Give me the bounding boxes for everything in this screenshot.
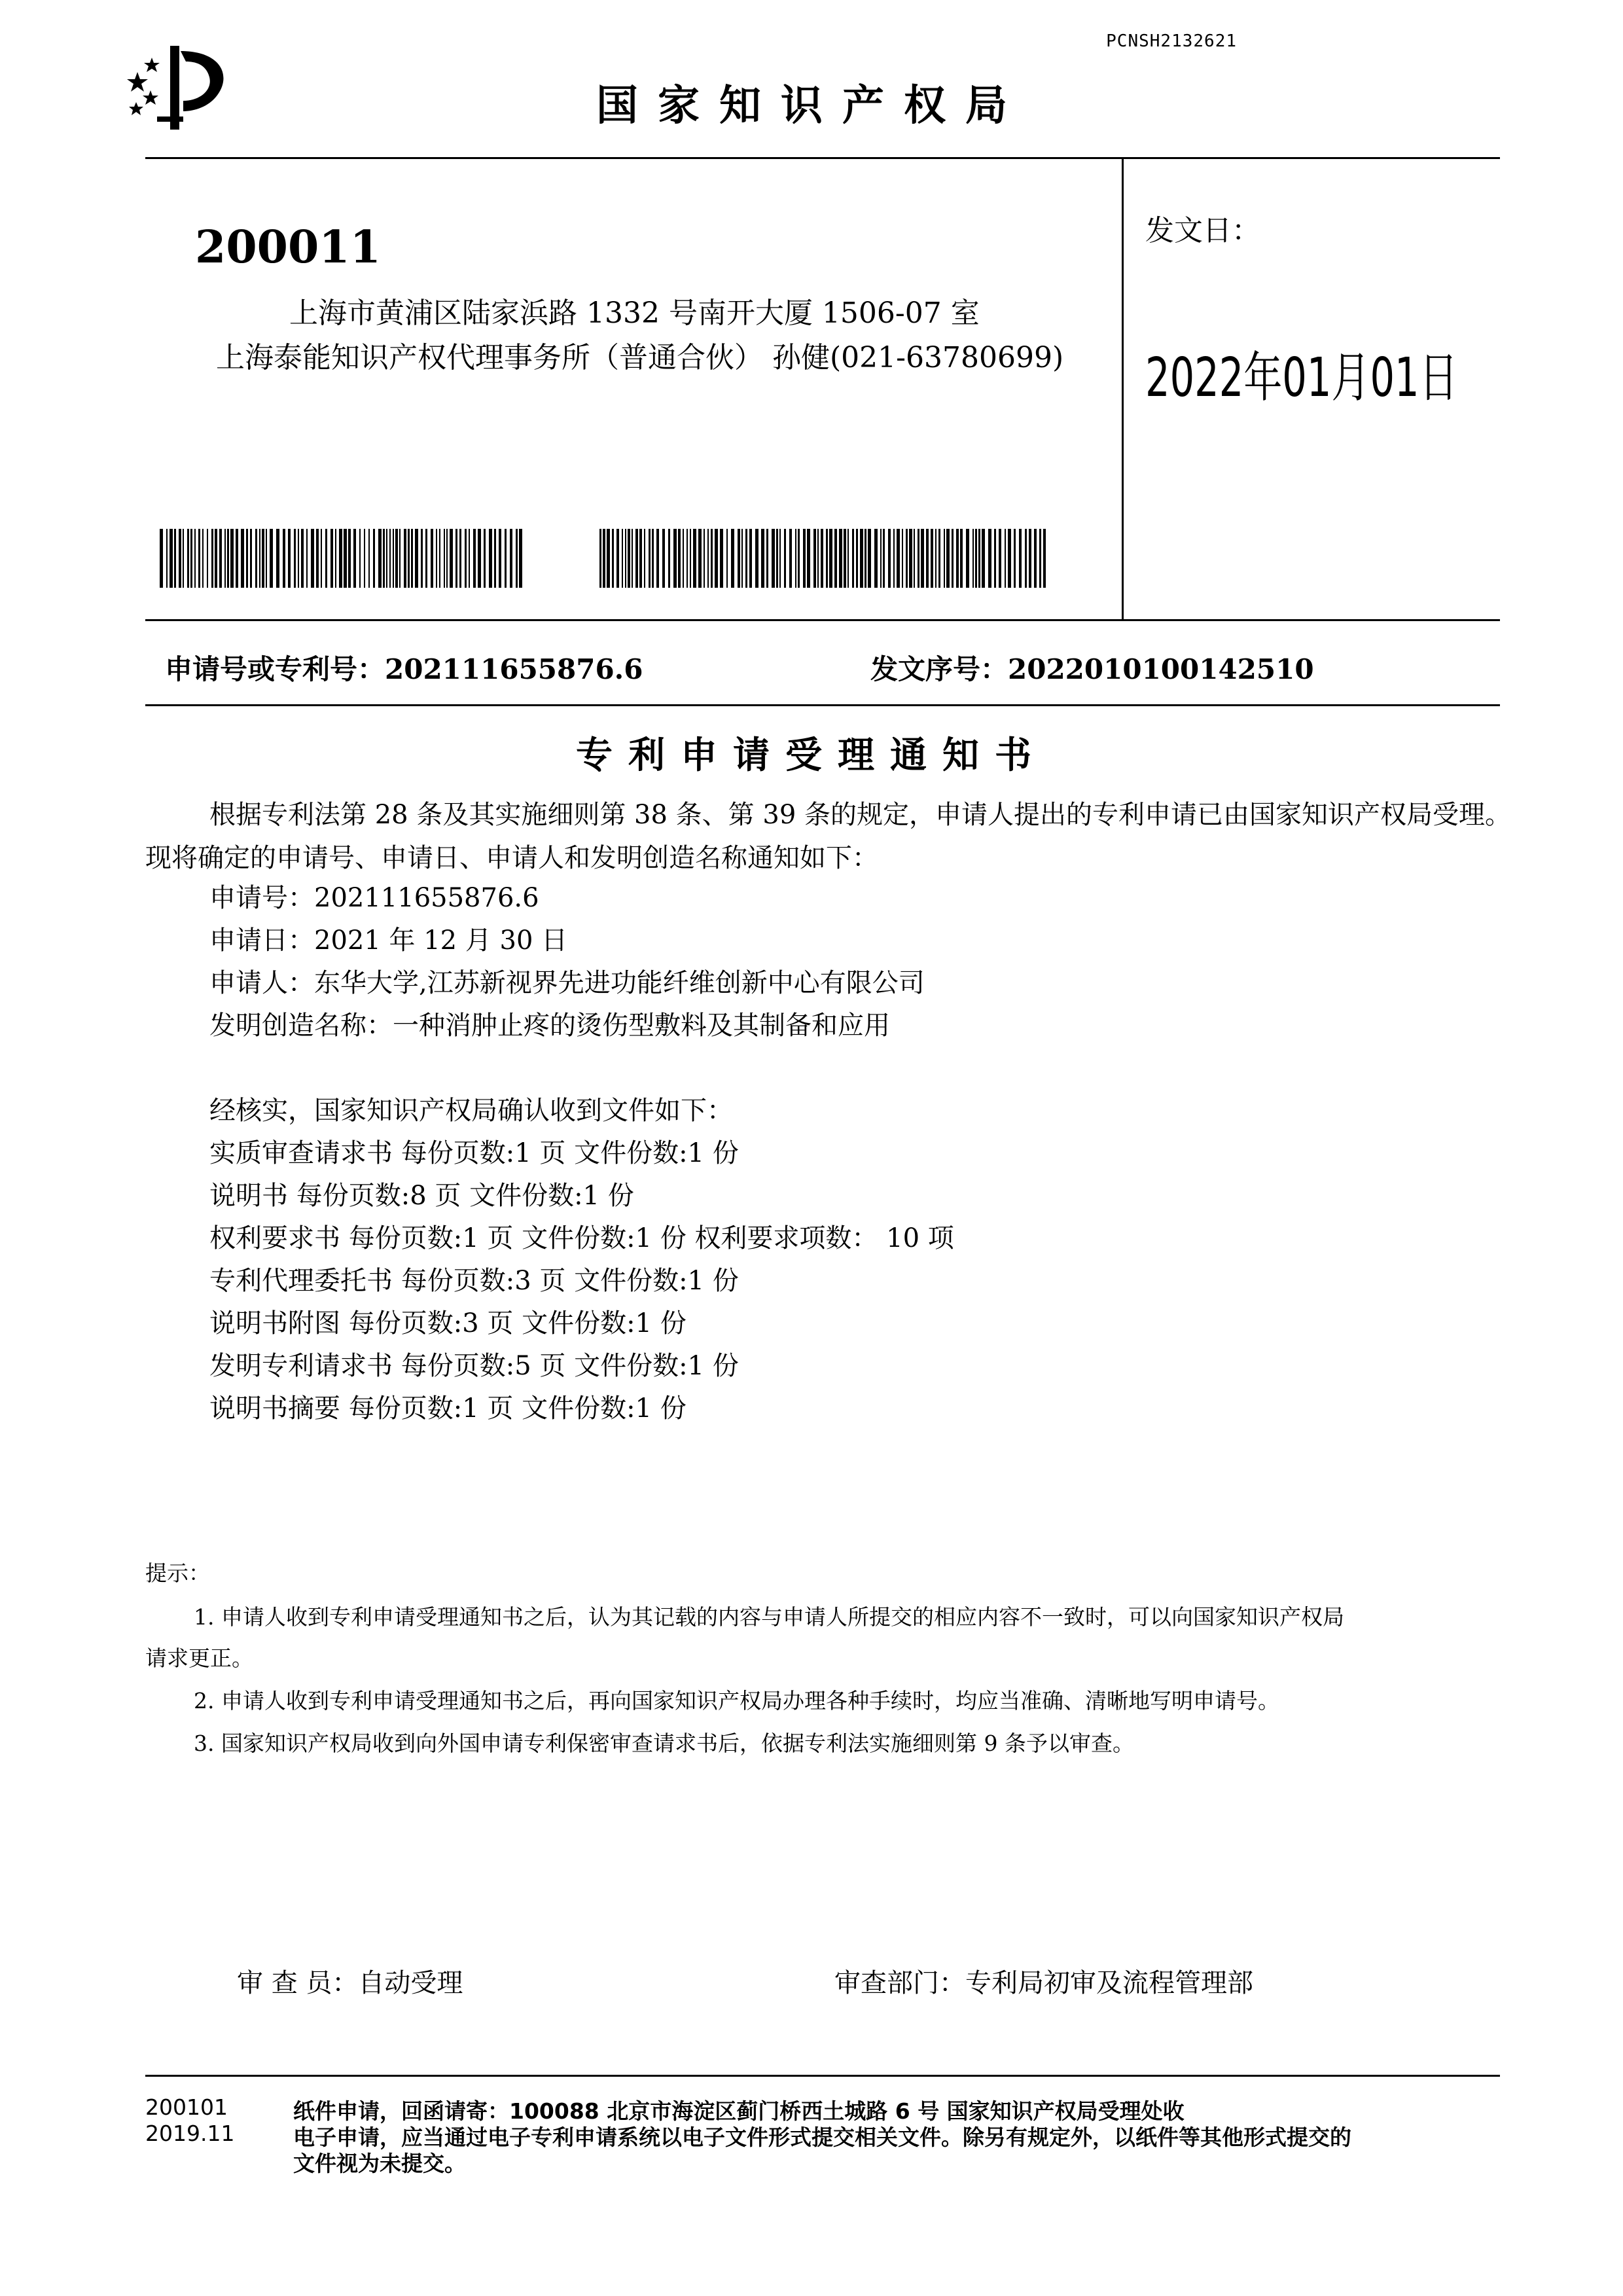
reminder-item: 3. 国家知识产权局收到向外国申请专利保密审查请求书后，依据专利法实施细则第 9 条予以审查。 xyxy=(194,1731,1134,1756)
agency-contact: 上海泰能知识产权代理事务所（普通合伙） 孙健(021-63780699) xyxy=(216,341,1064,374)
file-item: 权利要求书 每份页数:1 页 文件份数:1 份 权利要求项数： 10 项 xyxy=(209,1223,954,1253)
paper-filing-instructions: 纸件申请，回函请寄：100088 北京市海淀区蓟门桥西土城路 6 号 国家知识产权局受理处收 xyxy=(293,2098,1185,2124)
notice-intro: 根据专利法第 28 条及其实施细则第 38 条、第 39 条的规定，申请人提出的专利申请已由国家知识产权局受理。现将确定的申请号、申请日、申请人和发明创造名称通知如下： xyxy=(145,800,1511,873)
reminder-item: 请求更正。 xyxy=(145,1645,253,1671)
received-heading: 经核实，国家知识产权局确认收到文件如下： xyxy=(209,1096,733,1126)
electronic-filing-instructions: 电子申请，应当通过电子专利申请系统以电子文件形式提交相关文件。除另有规定外，以纸件等其他形式提交的 xyxy=(293,2125,1351,2150)
field-invention-title: 发明创造名称：一种消肿止疼的烫伤型敷料及其制备和应用 xyxy=(209,1011,890,1041)
field-applicants: 申请人：东华大学,江苏新视界先进功能纤维创新中心有限公司 xyxy=(209,968,925,998)
form-version-date: 2019.11 xyxy=(145,2121,235,2146)
field-application-number: 申请号：202111655876.6 xyxy=(209,883,539,913)
address-divider xyxy=(145,619,1500,621)
barcode-left xyxy=(160,529,523,588)
organization-title: 国家知识产权局 xyxy=(596,81,1027,130)
file-item: 说明书 每份页数:8 页 文件份数:1 份 xyxy=(209,1181,634,1211)
file-item: 发明专利请求书 每份页数:5 页 文件份数:1 份 xyxy=(209,1351,739,1381)
postal-code: 200011 xyxy=(195,221,381,274)
footer-divider xyxy=(145,2075,1500,2077)
electronic-filing-instructions-cont: 文件视为未提交。 xyxy=(293,2151,466,2176)
barcode-right xyxy=(599,529,1046,588)
issue-date: 2022年01月01日 xyxy=(1145,347,1458,409)
document-serial-number: 发文序号：2022010100142510 xyxy=(870,653,1314,685)
issue-date-label: 发文日： xyxy=(1145,214,1260,247)
file-item: 说明书附图 每份页数:3 页 文件份数:1 份 xyxy=(209,1308,687,1338)
reminder-item: 2. 申请人收到专利申请受理通知书之后，再向国家知识产权局办理各种手续时，均应当准确、清晰地写明申请号。 xyxy=(194,1688,1279,1713)
file-item: 专利代理委托书 每份页数:3 页 文件份数:1 份 xyxy=(209,1266,739,1296)
examination-department: 审查部门：专利局初审及流程管理部 xyxy=(834,1968,1253,1998)
reminders-heading: 提示： xyxy=(145,1560,210,1586)
application-number: 申请号或专利号：202111655876.6 xyxy=(165,653,643,685)
notice-title: 专利申请受理通知书 xyxy=(576,734,1047,777)
reminder-item: 1. 申请人收到专利申请受理通知书之后，认为其记载的内容与申请人所提交的相应内容不一致时，可以向国家知识产权局 xyxy=(194,1604,1344,1630)
field-filing-date: 申请日：2021 年 12 月 30 日 xyxy=(209,925,568,956)
file-item: 实质审查请求书 每份页数:1 页 文件份数:1 份 xyxy=(209,1138,739,1168)
recipient-address: 上海市黄浦区陆家浜路 1332 号南开大厦 1506-07 室 xyxy=(289,296,980,330)
examiner: 审 查 员：自动受理 xyxy=(237,1968,463,1998)
form-code: 200101 xyxy=(145,2094,228,2120)
header-divider xyxy=(145,157,1500,159)
reference-code: PCNSH2132621 xyxy=(1106,31,1237,51)
numbers-divider xyxy=(145,704,1500,706)
file-item: 说明书摘要 每份页数:1 页 文件份数:1 份 xyxy=(209,1393,687,1424)
date-column-divider xyxy=(1122,157,1124,619)
